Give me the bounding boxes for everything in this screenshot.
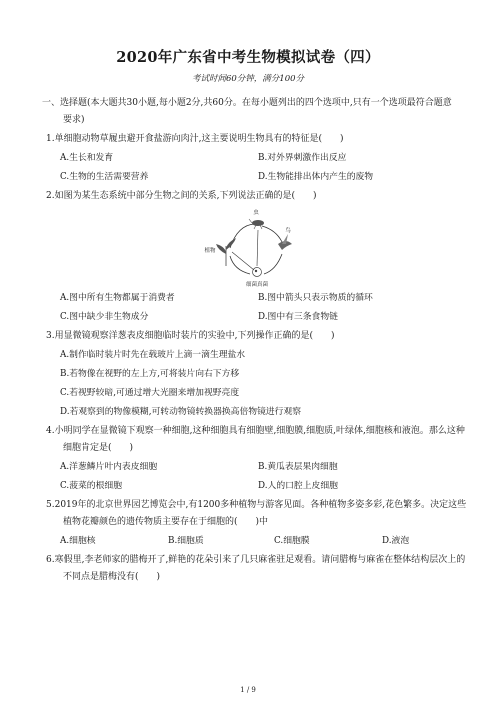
q3-option-d: D.若观察到的物像模糊,可转动物镜转换器换高倍物镜进行观察	[60, 407, 302, 417]
question-4-cont: 细胞肯定是( )	[63, 443, 134, 453]
label-decomposer: 细菌真菌	[245, 282, 269, 288]
question-4: 4.小明同学在显微镜下观察一种细胞,这种细胞具有细胞壁,细胞膜,细胞质,叶绿体,细胞核和液泡。那么这种	[46, 426, 465, 436]
q3-option-a: A.制作临时装片时先在载玻片上滴一滴生理盐水	[60, 350, 246, 360]
question-6: 6.寒假里,李老师家的腊梅开了,鲜艳的花朵引来了几只麻雀驻足观看。请问腊梅与麻雀在整体结构层次上的	[46, 555, 466, 565]
q2-option-a: A.图中所有生物都属于消费者	[60, 293, 175, 303]
q5-option-a: A.细胞核	[60, 536, 96, 546]
q1-option-c: C.生物的生活需要营养	[60, 172, 149, 182]
q4-option-a: A.洋葱鳞片叶内表皮细胞	[60, 462, 158, 472]
q3-option-c: C.若视野较暗,可通过增大光圈来增加视野亮度	[60, 388, 240, 398]
q3-option-b: B.若物像在视野的左上方,可将装片向右下方移	[60, 369, 240, 379]
bird-icon	[278, 234, 292, 250]
page-number: 1 / 9	[240, 686, 256, 694]
label-bird: 鸟	[285, 228, 291, 234]
question-1: 1.单细胞动物草履虫避开食盐游向肉汁,这主要说明生物具有的特征是( )	[46, 134, 344, 144]
q2-option-d: D.图中有三条食物链	[258, 312, 338, 322]
q4-option-d: D.人的口腔上皮细胞	[258, 481, 338, 491]
q5-option-d: D.液泡	[382, 536, 410, 546]
q4-option-b: B.黄瓜表层果肉细胞	[258, 462, 338, 472]
page-title: 2020年广东省中考生物模拟试卷（四）	[116, 49, 380, 66]
q2-option-c: C.图中缺少非生物成分	[60, 312, 149, 322]
microbe-icon	[253, 268, 262, 277]
food-web-diagram	[200, 208, 310, 290]
plant-icon	[216, 238, 236, 266]
question-3: 3.用显微镜观察洋葱表皮细胞临时装片的实验中,下列操作正确的是( )	[46, 331, 335, 341]
arrow-bird-decomposer	[264, 254, 282, 274]
question-6-cont: 不同点是腊梅没有( )	[63, 572, 161, 582]
insect-icon	[249, 219, 264, 229]
q2-option-b: B.图中箭头只表示物质的循环	[258, 293, 373, 303]
label-plant: 植物	[204, 248, 216, 254]
arrow-insect-bird	[262, 226, 282, 242]
arrow-plant-decomposer	[232, 252, 254, 270]
q1-option-b: B.对外界刺激作出反应	[258, 153, 347, 163]
q1-option-d: D.生物能排出体内产生的废物	[258, 172, 374, 182]
section-instructions: 一、选择题(本大题共30小题,每小题2分,共60分。在每小题列出的四个选项中,只有一个选项最符合题意	[42, 98, 452, 108]
arrow-insect-decomposer	[257, 230, 258, 266]
question-5-cont: 植物花瓣颜色的遗传物质主要存在于细胞的( )中	[63, 517, 269, 527]
exam-info: 考试时间60分钟，满分100分	[191, 74, 305, 84]
q5-option-c: C.细胞膜	[274, 536, 310, 546]
q1-option-a: A.生长和发育	[60, 153, 114, 163]
question-2: 2.如图为某生态系统中部分生物之间的关系,下列说法正确的是( )	[46, 191, 317, 201]
q4-option-c: C.菠菜的根细胞	[60, 481, 122, 491]
arrow-plant-insect	[230, 224, 256, 248]
section-instructions-cont: 要求)	[63, 115, 85, 125]
q5-option-b: B.细胞质	[168, 536, 204, 546]
label-insect: 虫	[253, 210, 259, 216]
question-5: 5.2019年的北京世界园艺博览会中,有1200多种植物与游客见面。各种植物多姿多彩,花色繁多。决定这些	[46, 500, 467, 510]
